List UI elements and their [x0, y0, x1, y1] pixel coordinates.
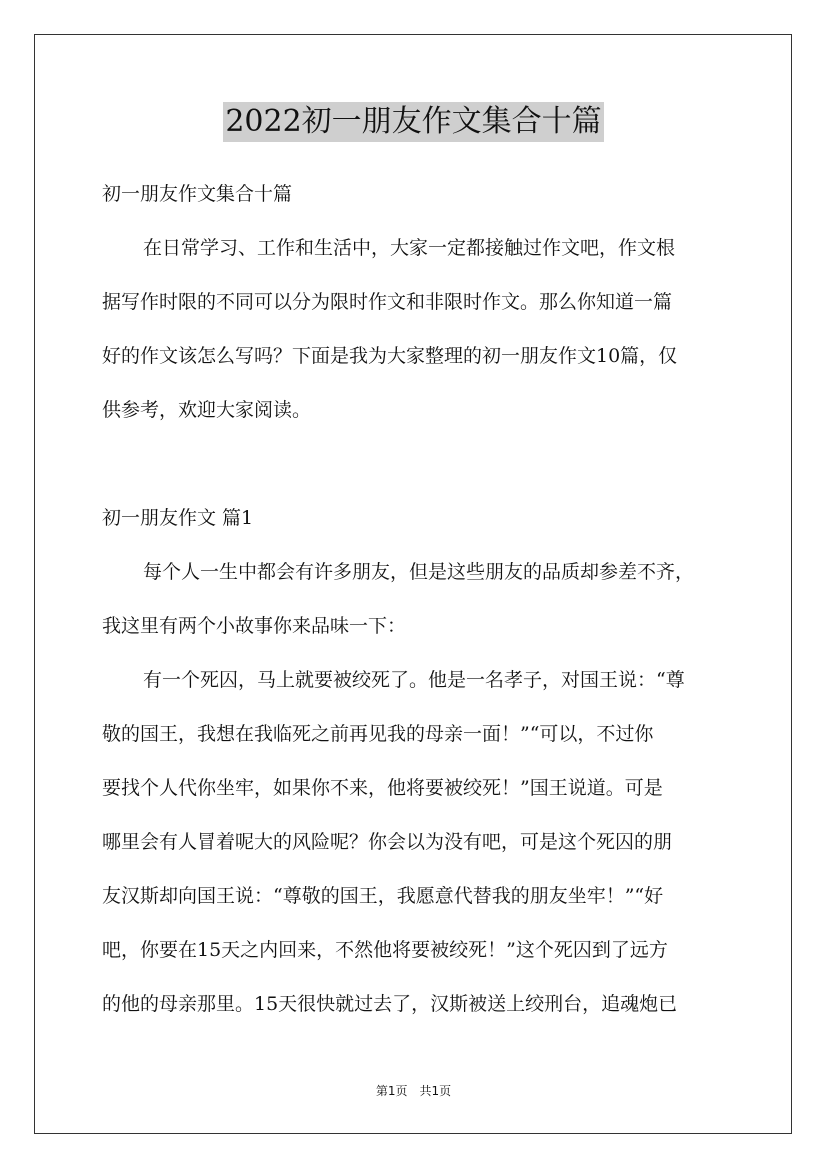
paragraph-line: 要找个人代你坐牢，如果你不来，他将要被绞死！”国王说道。可是	[102, 777, 663, 799]
paragraph-line: 我这里有两个小故事你来品味一下：	[102, 615, 407, 637]
paragraph-line: 友汉斯却向国王说：“尊敬的国王，我愿意代替我的朋友坐牢！”“好	[102, 885, 664, 907]
document-title: 2022初一朋友作文集合十篇	[223, 102, 603, 142]
section-heading: 初一朋友作文 篇1	[102, 507, 254, 529]
intro-line: 据写作时限的不同可以分为限时作文和非限时作文。那么你知道一篇	[102, 291, 673, 313]
paragraph-line: 敬的国王，我想在我临死之前再见我的母亲一面！”“可以，不过你	[102, 723, 654, 745]
intro-line: 好的作文该怎么写吗？下面是我为大家整理的初一朋友作文10篇，仅	[102, 345, 678, 367]
paragraph-line: 的他的母亲那里。15天很快就过去了，汉斯被送上绞刑台，追魂炮已	[102, 993, 678, 1015]
intro-line: 供参考，欢迎大家阅读。	[102, 399, 312, 421]
intro-line: 在日常学习、工作和生活中，大家一定都接触过作文吧，作文根	[143, 237, 676, 259]
title-container	[0, 102, 827, 142]
page-number-footer: 第1页 共1页	[375, 1084, 452, 1098]
paragraph-line: 有一个死囚，马上就要被绞死了。他是一名孝子，对国王说：“尊	[143, 669, 685, 691]
paragraph-line: 吧，你要在15天之内回来，不然他将要被绞死！”这个死囚到了远方	[102, 939, 668, 961]
paragraph-line: 哪里会有人冒着呢大的风险呢？你会以为没有吧，可是这个死囚的朋	[102, 831, 673, 853]
document-subtitle: 初一朋友作文集合十篇	[102, 183, 293, 205]
paragraph-line: 每个人一生中都会有许多朋友，但是这些朋友的品质却参差不齐，	[143, 561, 695, 583]
